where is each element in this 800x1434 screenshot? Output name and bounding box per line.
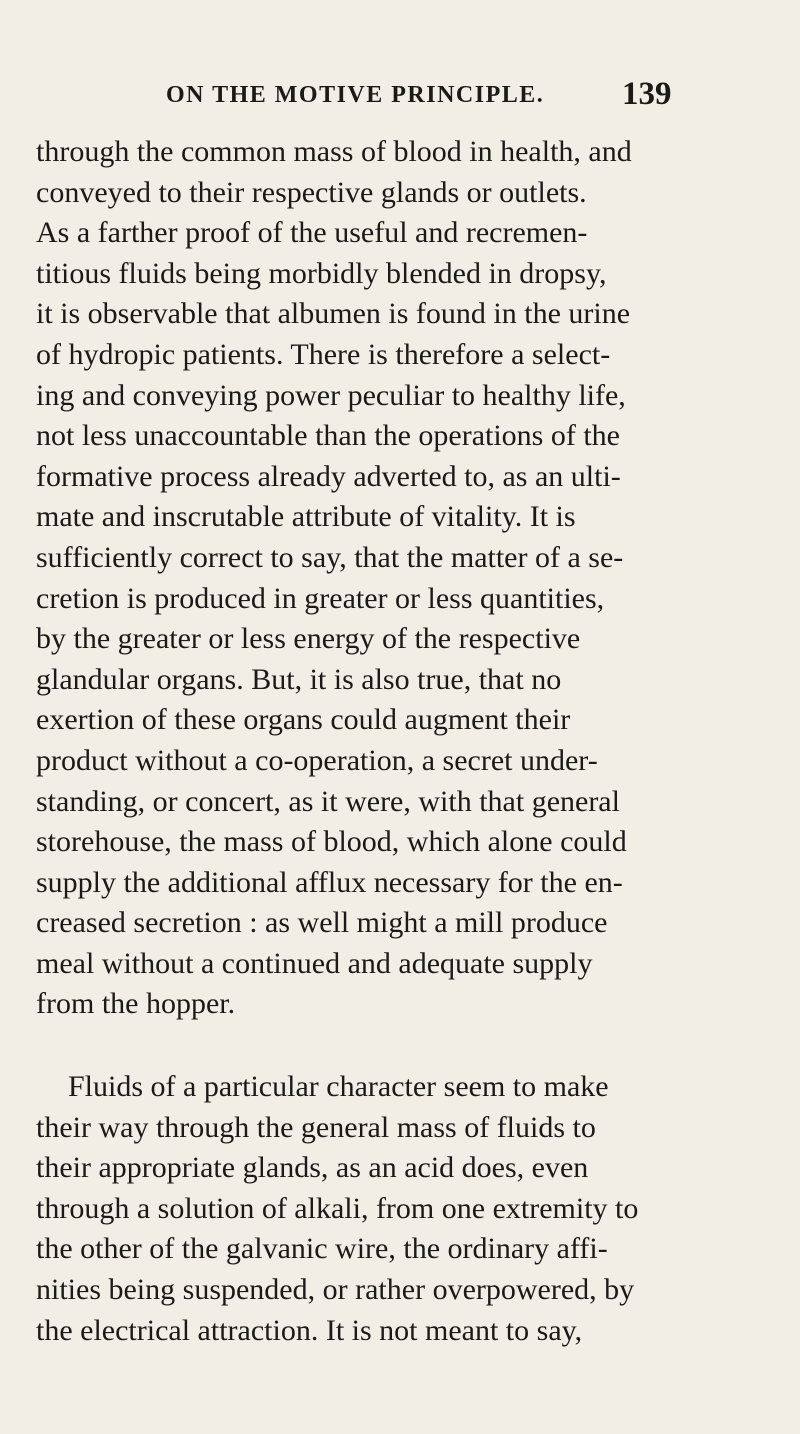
text-line: Fluids of a particular character seem to make [68, 1070, 609, 1104]
text-line: through the common mass of blood in health, and [36, 135, 632, 168]
body-text [36, 132, 776, 1351]
text-line: sufficiently correct to say, that the matter of a se- [36, 540, 624, 574]
text-line: standing, or concert, as it were, with that general [36, 784, 620, 818]
text-line: glandular organs. But, it is also true, that no [36, 662, 562, 696]
text-line: by the greater or less energy of the respective [36, 622, 581, 656]
page-number: 139 [622, 76, 672, 112]
text-line: mate and inscrutable attribute of vitality. It is [36, 500, 576, 534]
text-line: of hydropic patients. There is therefore a select- [36, 337, 611, 371]
paragraph-1 [36, 132, 776, 1025]
text-line: exertion of these organs could augment their [36, 703, 571, 737]
text-line: the other of the galvanic wire, the ordinary affi- [36, 1232, 608, 1266]
text-line: supply the additional afflux necessary for the en- [36, 865, 623, 899]
text-line: ing and conveying power peculiar to healthy life, [36, 378, 626, 412]
text-line: the electrical attraction. It is not meant to say, [36, 1313, 583, 1347]
text-line: nities being suspended, or rather overpowered, by [36, 1273, 635, 1307]
text-line: from the hopper. [36, 987, 236, 1021]
text-line: storehouse, the mass of blood, which alone could [36, 825, 627, 859]
text-line: their way through the general mass of fluids to [36, 1110, 596, 1144]
running-head [0, 76, 800, 116]
text-line: As a farther proof of the useful and recremen- [36, 216, 588, 250]
running-title: ON THE MOTIVE PRINCIPLE. [166, 82, 545, 108]
text-line: cretion is produced in greater or less quantities, [36, 581, 605, 615]
text-line: it is observable that albumen is found in the urine [36, 297, 631, 331]
paragraph-2 [36, 1067, 776, 1351]
text-line: their appropriate glands, as an acid does, even [36, 1151, 589, 1185]
text-line: formative process already adverted to, as an ulti- [36, 459, 621, 493]
text-line: creased secretion : as well might a mill produce [36, 906, 608, 940]
text-line: through a solution of alkali, from one extremity to [36, 1191, 639, 1225]
text-line: conveyed to their respective glands or outlets. [36, 175, 587, 209]
text-line: not less unaccountable than the operations of the [36, 419, 620, 453]
paragraph-gap [36, 1025, 776, 1067]
text-line: product without a co-operation, a secret under- [36, 743, 598, 777]
text-line: meal without a continued and adequate supply [36, 946, 593, 980]
text-line: titious fluids being morbidly blended in dropsy, [36, 256, 607, 290]
